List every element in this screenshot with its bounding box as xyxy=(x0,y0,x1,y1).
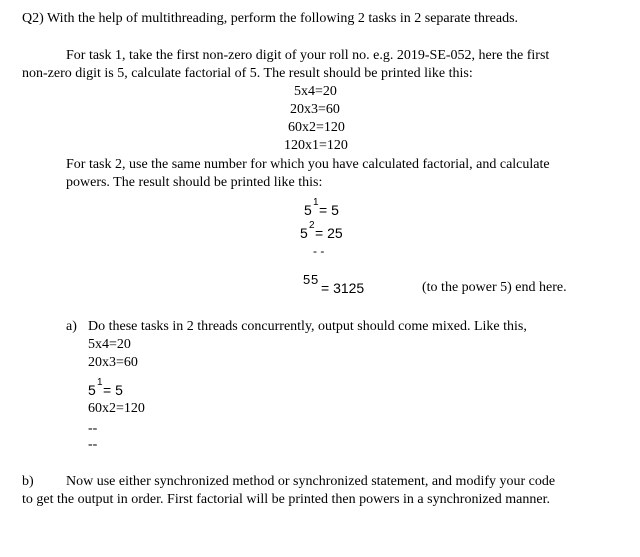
factorial-step-4: 120x1=120 xyxy=(284,138,348,153)
power-exponent: 2 xyxy=(309,220,315,231)
task1-text-line2: non-zero digit is 5, calculate factorial of 5. The result should be printed like this: xyxy=(22,66,473,81)
mixed-output-dash-1: -- xyxy=(88,421,98,436)
power-result: = 3125 xyxy=(321,280,365,296)
part-a-label: a) xyxy=(66,319,77,334)
task2-text-line2: powers. The result should be printed like this: xyxy=(66,175,323,190)
power-end-note: (to the power 5) end here. xyxy=(422,280,567,295)
task1-text-line1: For task 1, take the first non-zero digit of your roll no. e.g. 2019-SE-052, here the first xyxy=(66,48,550,63)
part-b-text-line2: to get the output in order. First factorial will be printed then powers in a synchronized manner. xyxy=(22,492,550,507)
power-exponent: 5 xyxy=(311,272,319,287)
power-base: 5 xyxy=(304,202,312,218)
mixed-output-line-3: 60x2=120 xyxy=(88,401,145,416)
factorial-step-2: 20x3=60 xyxy=(290,102,340,117)
power-base: 5 xyxy=(88,382,96,398)
power-result: = 5 xyxy=(103,382,123,398)
power-base: 5 xyxy=(303,272,311,287)
factorial-step-3: 60x2=120 xyxy=(288,120,345,135)
task2-text-line1: For task 2, use the same number for which you have calculated factorial, and calculate xyxy=(66,157,550,172)
power-result: = 25 xyxy=(315,225,343,241)
power-ellipsis: - - xyxy=(313,244,325,258)
power-base: 5 xyxy=(300,225,308,241)
mixed-output-line-2: 20x3=60 xyxy=(88,355,138,370)
mixed-output-dash-2: -- xyxy=(88,437,98,452)
mixed-output-line-1: 5x4=20 xyxy=(88,337,131,352)
part-a-text: Do these tasks in 2 threads concurrently, output should come mixed. Like this, xyxy=(88,319,527,334)
question-title: Q2) With the help of multithreading, perform the following 2 tasks in 2 separate threads. xyxy=(22,11,519,26)
power-result: = 5 xyxy=(319,202,339,218)
power-exponent: 1 xyxy=(313,197,319,208)
power-exponent: 1 xyxy=(97,377,103,388)
factorial-step-1: 5x4=20 xyxy=(294,84,337,99)
part-b-label: b) xyxy=(22,474,34,489)
part-b-text-line1: Now use either synchronized method or synchronized statement, and modify your code xyxy=(66,474,556,489)
